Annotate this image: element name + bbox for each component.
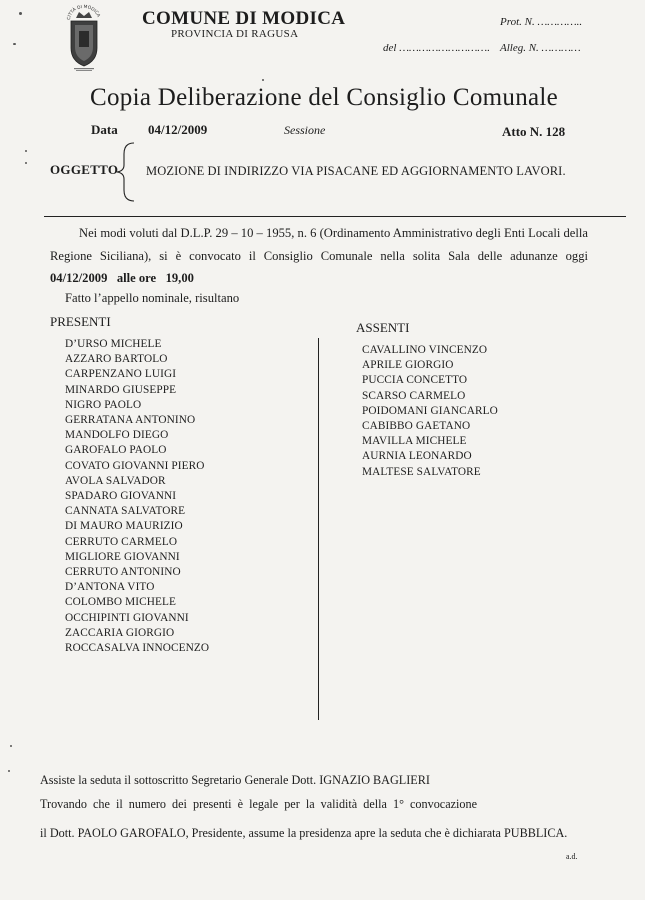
scan-speck <box>10 745 12 747</box>
list-item: MALTESE SALVATORE <box>362 465 481 478</box>
list-item: GERRATANA ANTONINO <box>65 414 196 427</box>
list-item: SCARSO CARMELO <box>362 389 466 402</box>
presenti-list <box>65 337 209 656</box>
oggetto-text: MOZIONE DI INDIRIZZO VIA PISACANE ED AGGIORNAMENTO LAVORI. <box>146 164 566 178</box>
list-item: COVATO GIOVANNI PIERO <box>65 459 205 472</box>
scan-speck <box>8 770 10 772</box>
list-item: ZACCARIA GIORGIO <box>65 626 175 639</box>
list-item: CARPENZANO LUIGI <box>65 368 177 381</box>
quorum-line: Trovando che il numero dei presenti è legale per la validità della 1° convocazione <box>40 797 478 811</box>
list-item: MAVILLA MICHELE <box>362 435 467 448</box>
assenti-list <box>362 343 498 480</box>
intro-paragraph <box>50 222 588 290</box>
list-item: CERRUTO ANTONINO <box>65 566 181 579</box>
provincia-label: PROVINCIA DI RAGUSA <box>171 28 299 40</box>
list-item: D’URSO MICHELE <box>65 338 162 350</box>
scan-speck <box>25 150 27 152</box>
ad-mark: a.d. <box>566 852 578 861</box>
oggetto-label: OGGETTO <box>50 162 119 177</box>
list-item: MIGLIORE GIOVANNI <box>65 550 180 563</box>
list-item: CERRUTO CARMELO <box>65 535 178 548</box>
document-title: Copia Deliberazione del Consiglio Comunale <box>90 84 559 111</box>
list-item: CANNATA SALVATORE <box>65 505 186 518</box>
city-crest-icon <box>66 4 102 72</box>
list-item: CAVALLINO VINCENZO <box>362 344 488 356</box>
column-divider <box>318 338 319 720</box>
presenti-heading: PRESENTI <box>50 314 111 329</box>
list-item: D’ANTONA VITO <box>65 581 155 594</box>
atto-number: Atto N. 128 <box>502 124 566 139</box>
list-item: ROCCASALVA INNOCENZO <box>65 642 210 655</box>
segretario-line: Assiste la seduta il sottoscritto Segretario Generale Dott. IGNAZIO BAGLIERI <box>40 773 430 787</box>
list-item: OCCHIPINTI GIOVANNI <box>65 611 189 624</box>
scan-speck <box>13 43 16 45</box>
separator-line <box>44 216 626 217</box>
list-item: SPADARO GIOVANNI <box>65 490 177 503</box>
list-item: COLOMBO MICHELE <box>65 596 177 609</box>
list-item: CABIBBO GAETANO <box>362 420 471 433</box>
attachment-field: Alleg. N. ………… <box>500 42 581 54</box>
list-item: POIDOMANI GIANCARLO <box>362 404 498 417</box>
list-item: NIGRO PAOLO <box>65 398 142 411</box>
scan-speck <box>262 79 264 81</box>
crest-text: CITTÀ DI MODICA <box>66 4 101 21</box>
curly-brace-icon <box>100 140 140 204</box>
list-item: GAROFALO PAOLO <box>65 444 167 457</box>
session-time: 19,00 <box>165 271 194 285</box>
data-value: 04/12/2009 <box>148 122 208 137</box>
scan-speck <box>25 162 27 164</box>
sessione-label: Sessione <box>284 123 326 137</box>
list-item: AVOLA SALVADOR <box>65 474 166 487</box>
list-item: APRILE GIORGIO <box>362 359 454 372</box>
list-item: AZZARO BARTOLO <box>65 353 168 366</box>
scan-speck <box>19 12 22 15</box>
list-item: AURNIA LEONARDO <box>362 450 472 463</box>
intro-text: Nei modi voluti dal D.L.P. 29 – 10 – 1955, n. 6 (Ordinamento Amministrativo degli Enti Locali della Regione Siciliana), si è convocato il Consiglio Comunale nella solita Sala delle adunanze oggi <box>50 226 588 263</box>
list-item: MANDOLFO DIEGO <box>65 429 169 442</box>
comune-title: COMUNE DI MODICA <box>142 8 346 29</box>
list-item: PUCCIA CONCETTO <box>362 374 468 387</box>
alle-ore-label: alle ore <box>116 271 157 285</box>
presidenza-line: il Dott. PAOLO GAROFALO, Presidente, assume la presidenza apre la seduta che è dichiarata PUBBLICA. <box>40 826 568 840</box>
date-field: del ………………………. <box>383 42 490 54</box>
list-item: DI MAURO MAURIZIO <box>65 520 183 533</box>
assenti-heading: ASSENTI <box>356 320 410 335</box>
data-label: Data <box>91 122 118 137</box>
protocol-field: Prot. N. ………….. <box>500 16 583 28</box>
list-item: MINARDO GIUSEPPE <box>65 383 177 396</box>
appello-text: Fatto l’appello nominale, risultano <box>65 291 240 305</box>
session-date: 04/12/2009 <box>50 271 108 285</box>
